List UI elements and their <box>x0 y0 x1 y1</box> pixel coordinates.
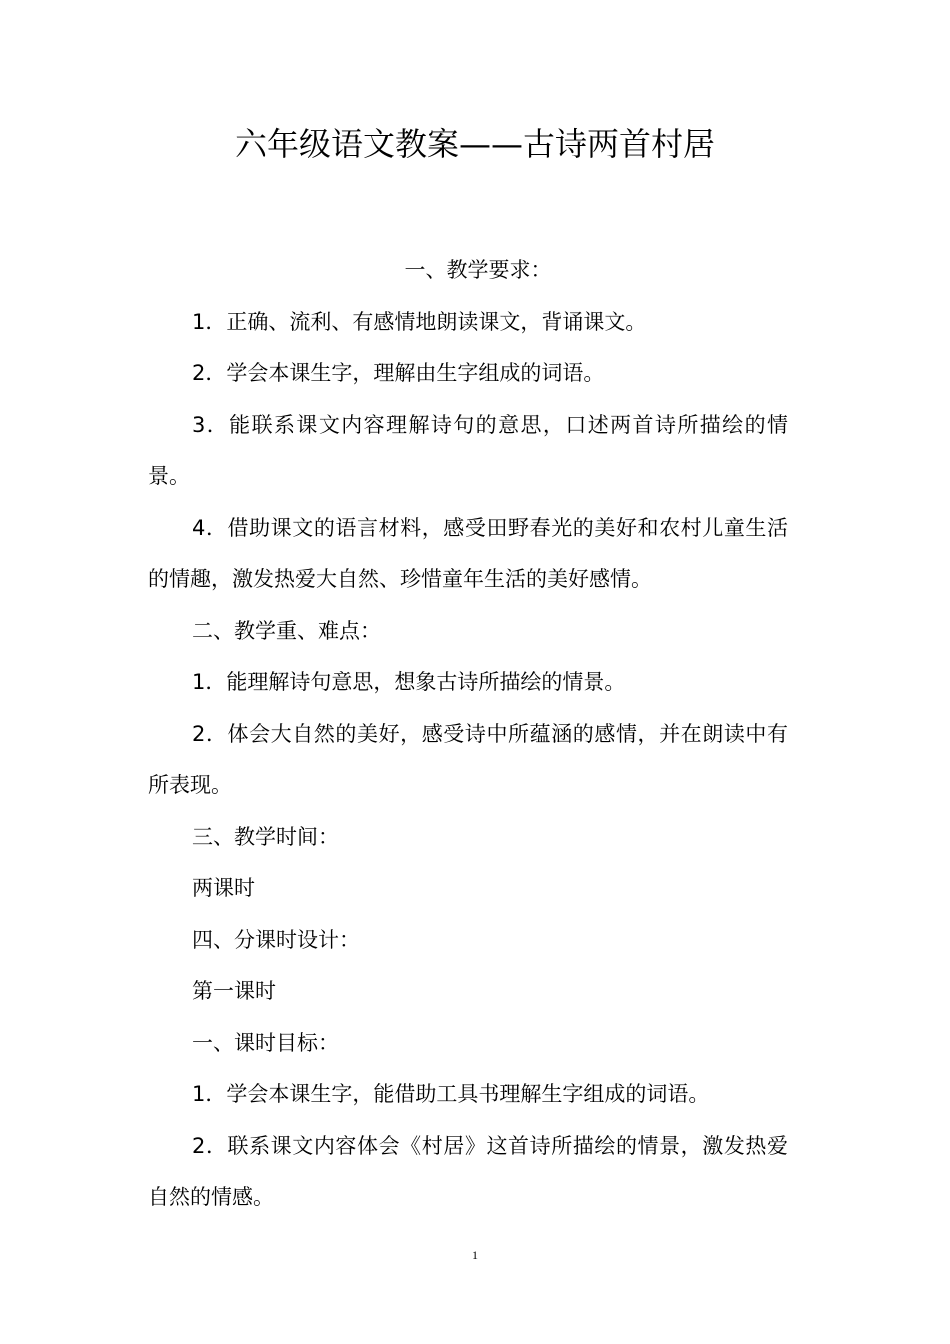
paragraph: 2．学会本课生字，理解由生字组成的词语。 <box>192 361 605 385</box>
section-heading-design: 四、分课时设计： <box>192 927 360 952</box>
paragraph: 第一课时 <box>192 979 276 1003</box>
paragraph: 2．体会大自然的美好，感受诗中所蕴涵的感情，并在朗读中有所表现。 <box>148 721 788 797</box>
section-heading-goals: 一、课时目标： <box>192 1030 339 1055</box>
paragraph: 3．能联系课文内容理解诗句的意思，口述两首诗所描绘的情景。 <box>148 412 788 488</box>
paragraph: 两课时 <box>192 876 255 900</box>
section-heading-key-points: 二、教学重、难点： <box>192 618 381 643</box>
paragraph: 1．正确、流利、有感情地朗读课文，背诵课文。 <box>192 309 647 334</box>
document-title: 六年级语文教案——古诗两首村居 <box>234 125 715 163</box>
document-body <box>148 245 788 1224</box>
page-number: 1 <box>472 1248 478 1262</box>
paragraph: 1．能理解诗句意思，想象古诗所描绘的情景。 <box>192 670 626 694</box>
paragraph: 4．借助课文的语言材料，感受田野春光的美好和农村儿童生活的情趣，激发热爱大自然、珍惜童年生活的美好感情。 <box>148 515 788 591</box>
section-heading-requirements: 一、教学要求： <box>404 258 552 282</box>
section-heading-time: 三、教学时间： <box>192 824 339 849</box>
paragraph: 1．学会本课生字，能借助工具书理解生字组成的词语。 <box>192 1082 710 1106</box>
paragraph: 2．联系课文内容体会《村居》这首诗所描绘的情景，激发热爱自然的情感。 <box>148 1133 788 1209</box>
